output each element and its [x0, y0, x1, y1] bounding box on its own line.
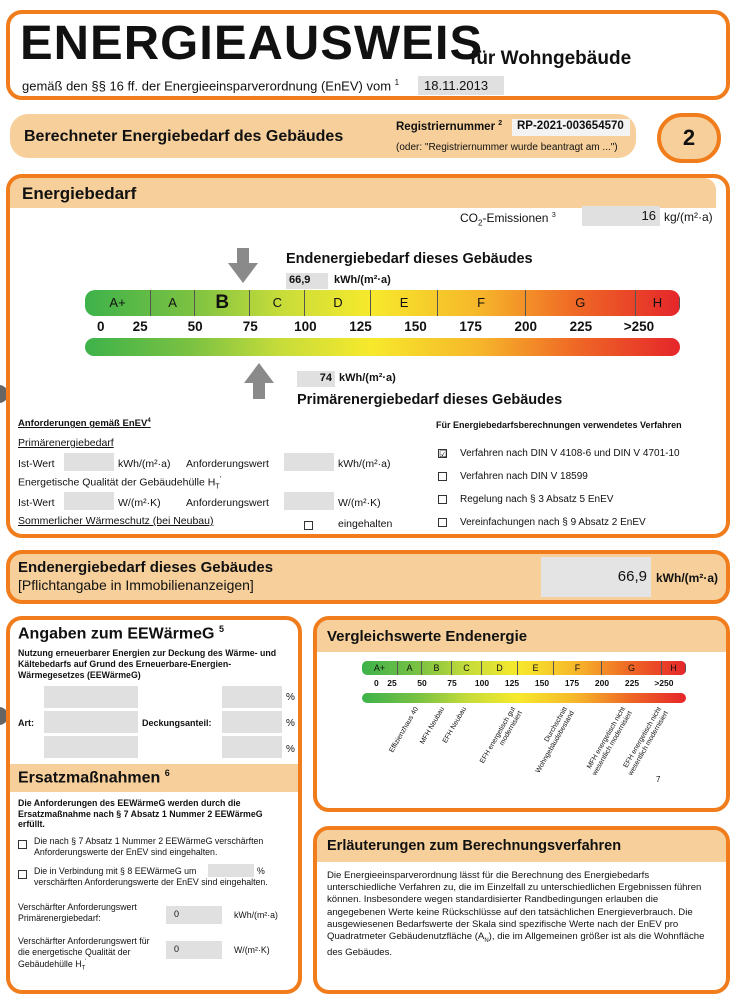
ersatz-description: Die Anforderungen des EEWärmeG werden durch die Ersatzmaßnahme nach § 7 Absatz 1 Nummer 2 EEWärmeG erfüllt. — [18, 798, 263, 829]
scale-tick-label: 200 — [514, 319, 537, 334]
anforderungswert-label: Anforderungswert — [186, 458, 269, 470]
scale-tick-label: 225 — [624, 678, 640, 688]
method-item — [438, 488, 718, 511]
methods-list — [438, 442, 718, 534]
unit-label: kWh/(m²·a) — [338, 458, 391, 470]
art-field-2 — [44, 711, 138, 733]
scale-tick-label: 125 — [349, 319, 372, 334]
scale-tick-label: 100 — [474, 678, 490, 688]
ersatz-option-2-checkbox — [18, 866, 33, 884]
scale-tick-label: >250 — [623, 319, 655, 334]
deckung-field-3 — [222, 736, 282, 758]
ersatz-row2-unit: W/(m²·K) — [234, 945, 270, 955]
energy-scale-bar-lower — [85, 338, 680, 356]
vergleich-scale-bar — [362, 661, 686, 675]
art-field-3 — [44, 736, 138, 758]
scale-class-h: H — [662, 661, 686, 675]
scale-tick-label: 25 — [132, 319, 148, 334]
endenergie-label: Endenergiebedarf dieses Gebäudes — [286, 251, 533, 267]
methods-title: Für Energiebedarfsberechnungen verwendetes Verfahren — [436, 420, 682, 430]
scale-class-g: G — [526, 290, 636, 316]
ersatz-row1-label: Verschärfter Anforderungswert Primärenergiebedarf: — [18, 902, 137, 923]
scale-tick-label: 75 — [242, 319, 258, 334]
vergleich-marker-label: EFH energetisch gut modernisiert — [479, 706, 524, 765]
co2-value: 16 — [582, 206, 660, 226]
unit-label: W/(m²·K) — [118, 497, 161, 509]
scale-class-c: C — [250, 290, 305, 316]
pflicht-note: [Pflichtangabe in Immobilienanzeigen] — [18, 577, 254, 593]
scale-class-e: E — [518, 661, 554, 675]
vergleich-marker-label: EFH energetisch nicht wesentlich modernisiert — [622, 706, 670, 777]
scale-class-b: B — [195, 290, 250, 316]
pflicht-unit: kWh/(m²·a) — [656, 571, 718, 585]
subheader-title: Berechneter Energiebedarf des Gebäudes — [24, 128, 344, 145]
scale-class-a-plus: A+ — [85, 290, 151, 316]
primaerenergie-unit: kWh/(m²·a) — [339, 372, 396, 384]
art-field-1 — [44, 686, 138, 708]
method-item — [438, 465, 718, 488]
deckungsanteil-label: Deckungsanteil: — [142, 718, 212, 728]
anforderungswert-label: Anforderungswert — [186, 497, 269, 509]
scale-tick-label: >250 — [654, 678, 674, 688]
scale-class-a: A — [398, 661, 422, 675]
scale-tick-label: 150 — [534, 678, 550, 688]
ersatz-option-1: Die nach § 7 Absatz 1 Nummer 2 EEWärmeG verschärften Anforderungswerte der EnEV sind eingehalten. — [34, 836, 264, 857]
unit-label: kWh/(m²·a) — [118, 458, 171, 470]
ersatz-option-2c: verschärften Anforderungswerte der EnEV sind eingehalten. — [34, 877, 268, 887]
anforderungswert-quality-field — [284, 492, 334, 510]
req-quality-heading: Energetische Qualität der Gebäudehülle $H_T'$ — [18, 476, 221, 491]
summer-protection-checkbox — [304, 517, 319, 535]
energy-scale-bar — [85, 290, 680, 316]
req-primary-heading: Primärenergiebedarf — [18, 437, 114, 449]
ist-wert-label: Ist-Wert — [18, 497, 55, 509]
vergleich-marker-label: EFH Neubau — [442, 706, 469, 745]
primaerenergie-label: Primärenergiebedarf dieses Gebäudes — [297, 392, 563, 408]
ersatz-option-2b: % — [257, 866, 265, 876]
eewaermeg-description: Nutzung erneuerbarer Energien zur Deckung des Wärme- und Kältebedarfs auf Grund des Erneuerbare-Energien-Wärmegesetzes (EEWärmeG) — [18, 648, 277, 680]
scale-tick-label: 175 — [459, 319, 482, 334]
vergleich-marker-label: MFH energetisch nicht wesentlich modernisiert — [586, 706, 634, 777]
scale-class-a: A — [151, 290, 195, 316]
document-subtitle: für Wohngebäude — [470, 48, 632, 69]
method-label: Verfahren nach DIN V 18599 — [460, 471, 588, 482]
eingehalten-label: eingehalten — [338, 518, 393, 530]
law-line: gemäß den §§ 16 ff. der Energieeinsparverordnung (EnEV) vom $^1$ — [22, 78, 400, 94]
method-label: Verfahren nach DIN V 4108-6 und DIN V 4701-10 — [460, 448, 680, 459]
method-label: Vereinfachungen nach § 9 Absatz 2 EnEV — [460, 517, 646, 528]
method-checkbox — [438, 472, 447, 481]
percent-label: % — [286, 718, 295, 729]
summer-protection-label: Sommerlicher Wärmeschutz (bei Neubau) — [18, 515, 214, 527]
vergleich-title: Vergleichswerte Endenergie — [327, 628, 528, 645]
primaerenergie-value: 74 — [297, 371, 335, 387]
vergleich-marker-label: Effizienzhaus 40 — [388, 706, 420, 754]
deckung-field-1 — [222, 686, 282, 708]
registration-number: RP-2021-003654570 — [512, 119, 630, 136]
scale-tick-label: 175 — [564, 678, 580, 688]
vergleich-marker-label: Durchschnitt Wohngebäudebestand — [534, 706, 576, 775]
energiebedarf-title: Energiebedarf — [10, 178, 716, 208]
vergleich-scale-bar-lower — [362, 693, 686, 703]
scale-tick-label: 125 — [504, 678, 520, 688]
ersatz-title: Ersatzmaßnahmen $^6$ — [18, 768, 170, 787]
ist-wert-label: Ist-Wert — [18, 458, 55, 470]
scale-class-e: E — [371, 290, 437, 316]
co2-unit: kg/(m²·a) — [664, 210, 713, 224]
date-field: 18.11.2013 — [418, 76, 504, 95]
scale-class-d: D — [305, 290, 371, 316]
erlaeuterung-text: Die Energieeinsparverordnung lässt für die Berechnung des Energiebedarfs unterschiedliche Verfahren zu, die im Einzelfall zu unterschiedlichen Ergebnissen führen können. Insbesondere wegen standardisierter Randbedingungen erlauben die angegebenen Werte keine Rückschlüsse auf den tatsächlichen Energieverbrauch. Die ausgewiesenen Bedarfswerte der Skala sind spezifische Werte nach der EnEV pro Quadratmeter Gebäudenutzfläche $(A_N)$, die im Allgemeinen größer ist als die Wohnfläche des Gebäudes. — [327, 870, 705, 959]
method-checkbox — [438, 518, 447, 527]
scale-tick-label: 0 — [97, 319, 105, 334]
ersatz-row2-value: 0 — [166, 941, 222, 959]
eewaermeg-title: Angaben zum EEWärmeG $^5$ — [18, 624, 224, 643]
scale-tick-label: 0 — [374, 678, 379, 688]
subheader-bar — [10, 114, 636, 158]
ist-wert-primary-field — [64, 453, 114, 471]
scale-class-g: G — [602, 661, 662, 675]
erlaeuterung-title: Erläuterungen zum Berechnungsverfahren — [327, 838, 622, 854]
scale-tick-label: 50 — [417, 678, 427, 688]
percent-label: % — [286, 692, 295, 703]
scale-tick-label: 200 — [594, 678, 610, 688]
scale-tick-label: 25 — [387, 678, 397, 688]
requirements-title: Anforderungen gemäß EnEV$^4$ — [18, 418, 151, 430]
ersatz-option-2a: Die in Verbindung mit § 8 EEWärmeG um — [34, 866, 197, 876]
method-label: Regelung nach § 3 Absatz 5 EnEV — [460, 494, 614, 505]
endenergie-value: 66,9 — [286, 273, 328, 289]
registration-label: Registriernummer $^2$ — [396, 120, 503, 133]
pflicht-value: 66,9 — [541, 557, 651, 597]
scale-class-d: D — [482, 661, 518, 675]
scale-class-f: F — [438, 290, 526, 316]
scale-class-a-plus: A+ — [362, 661, 398, 675]
scale-tick-label: 50 — [187, 319, 203, 334]
scale-tick-label: 225 — [569, 319, 593, 334]
pflicht-box — [6, 550, 730, 604]
ersatz-row2-label: Verschärfter Anforderungswert für die energetische Qualität der Gebäudehülle $H_T'$ — [18, 936, 150, 972]
registration-note: (oder: "Registriernummer wurde beantragt am ...") — [396, 142, 618, 153]
method-item — [438, 511, 718, 534]
document-title: ENERGIEAUSWEIS — [20, 17, 484, 70]
method-checkbox: ☑ — [439, 449, 448, 459]
ist-wert-quality-field — [64, 492, 114, 510]
co2-label: $CO_2$-Emissionen $^3$ — [460, 211, 556, 228]
ersatz-row1-unit: kWh/(m²·a) — [234, 910, 278, 920]
scale-tick-label: 150 — [404, 319, 427, 334]
ersatz-option-1-checkbox — [18, 836, 33, 854]
scale-class-b: B — [422, 661, 452, 675]
primaerenergie-arrow-icon — [244, 363, 274, 399]
percent-label: % — [286, 744, 295, 755]
page-number: 2 — [657, 113, 721, 163]
method-item — [438, 442, 718, 465]
anforderungswert-primary-field — [284, 453, 334, 471]
endenergie-unit: kWh/(m²·a) — [334, 274, 391, 286]
vergleich-marker-label: MFH Neubau — [418, 706, 446, 746]
art-label: Art: — [18, 718, 34, 728]
deckung-field-2 — [222, 711, 282, 733]
pflicht-title: Endenergiebedarf dieses Gebäudes — [18, 559, 274, 576]
unit-label: W/(m²·K) — [338, 497, 381, 509]
ersatz-percent-field — [208, 864, 254, 877]
scale-class-h: H — [636, 290, 680, 316]
scale-tick-label: 75 — [447, 678, 457, 688]
vergleich-footnote: 7 — [656, 775, 661, 784]
scale-class-f: F — [554, 661, 602, 675]
scale-tick-label: 100 — [294, 319, 317, 334]
scale-class-c: C — [452, 661, 482, 675]
header-box — [6, 10, 730, 100]
endenergie-arrow-icon — [228, 248, 258, 284]
method-checkbox — [438, 495, 447, 504]
ersatz-row1-value: 0 — [166, 906, 222, 924]
